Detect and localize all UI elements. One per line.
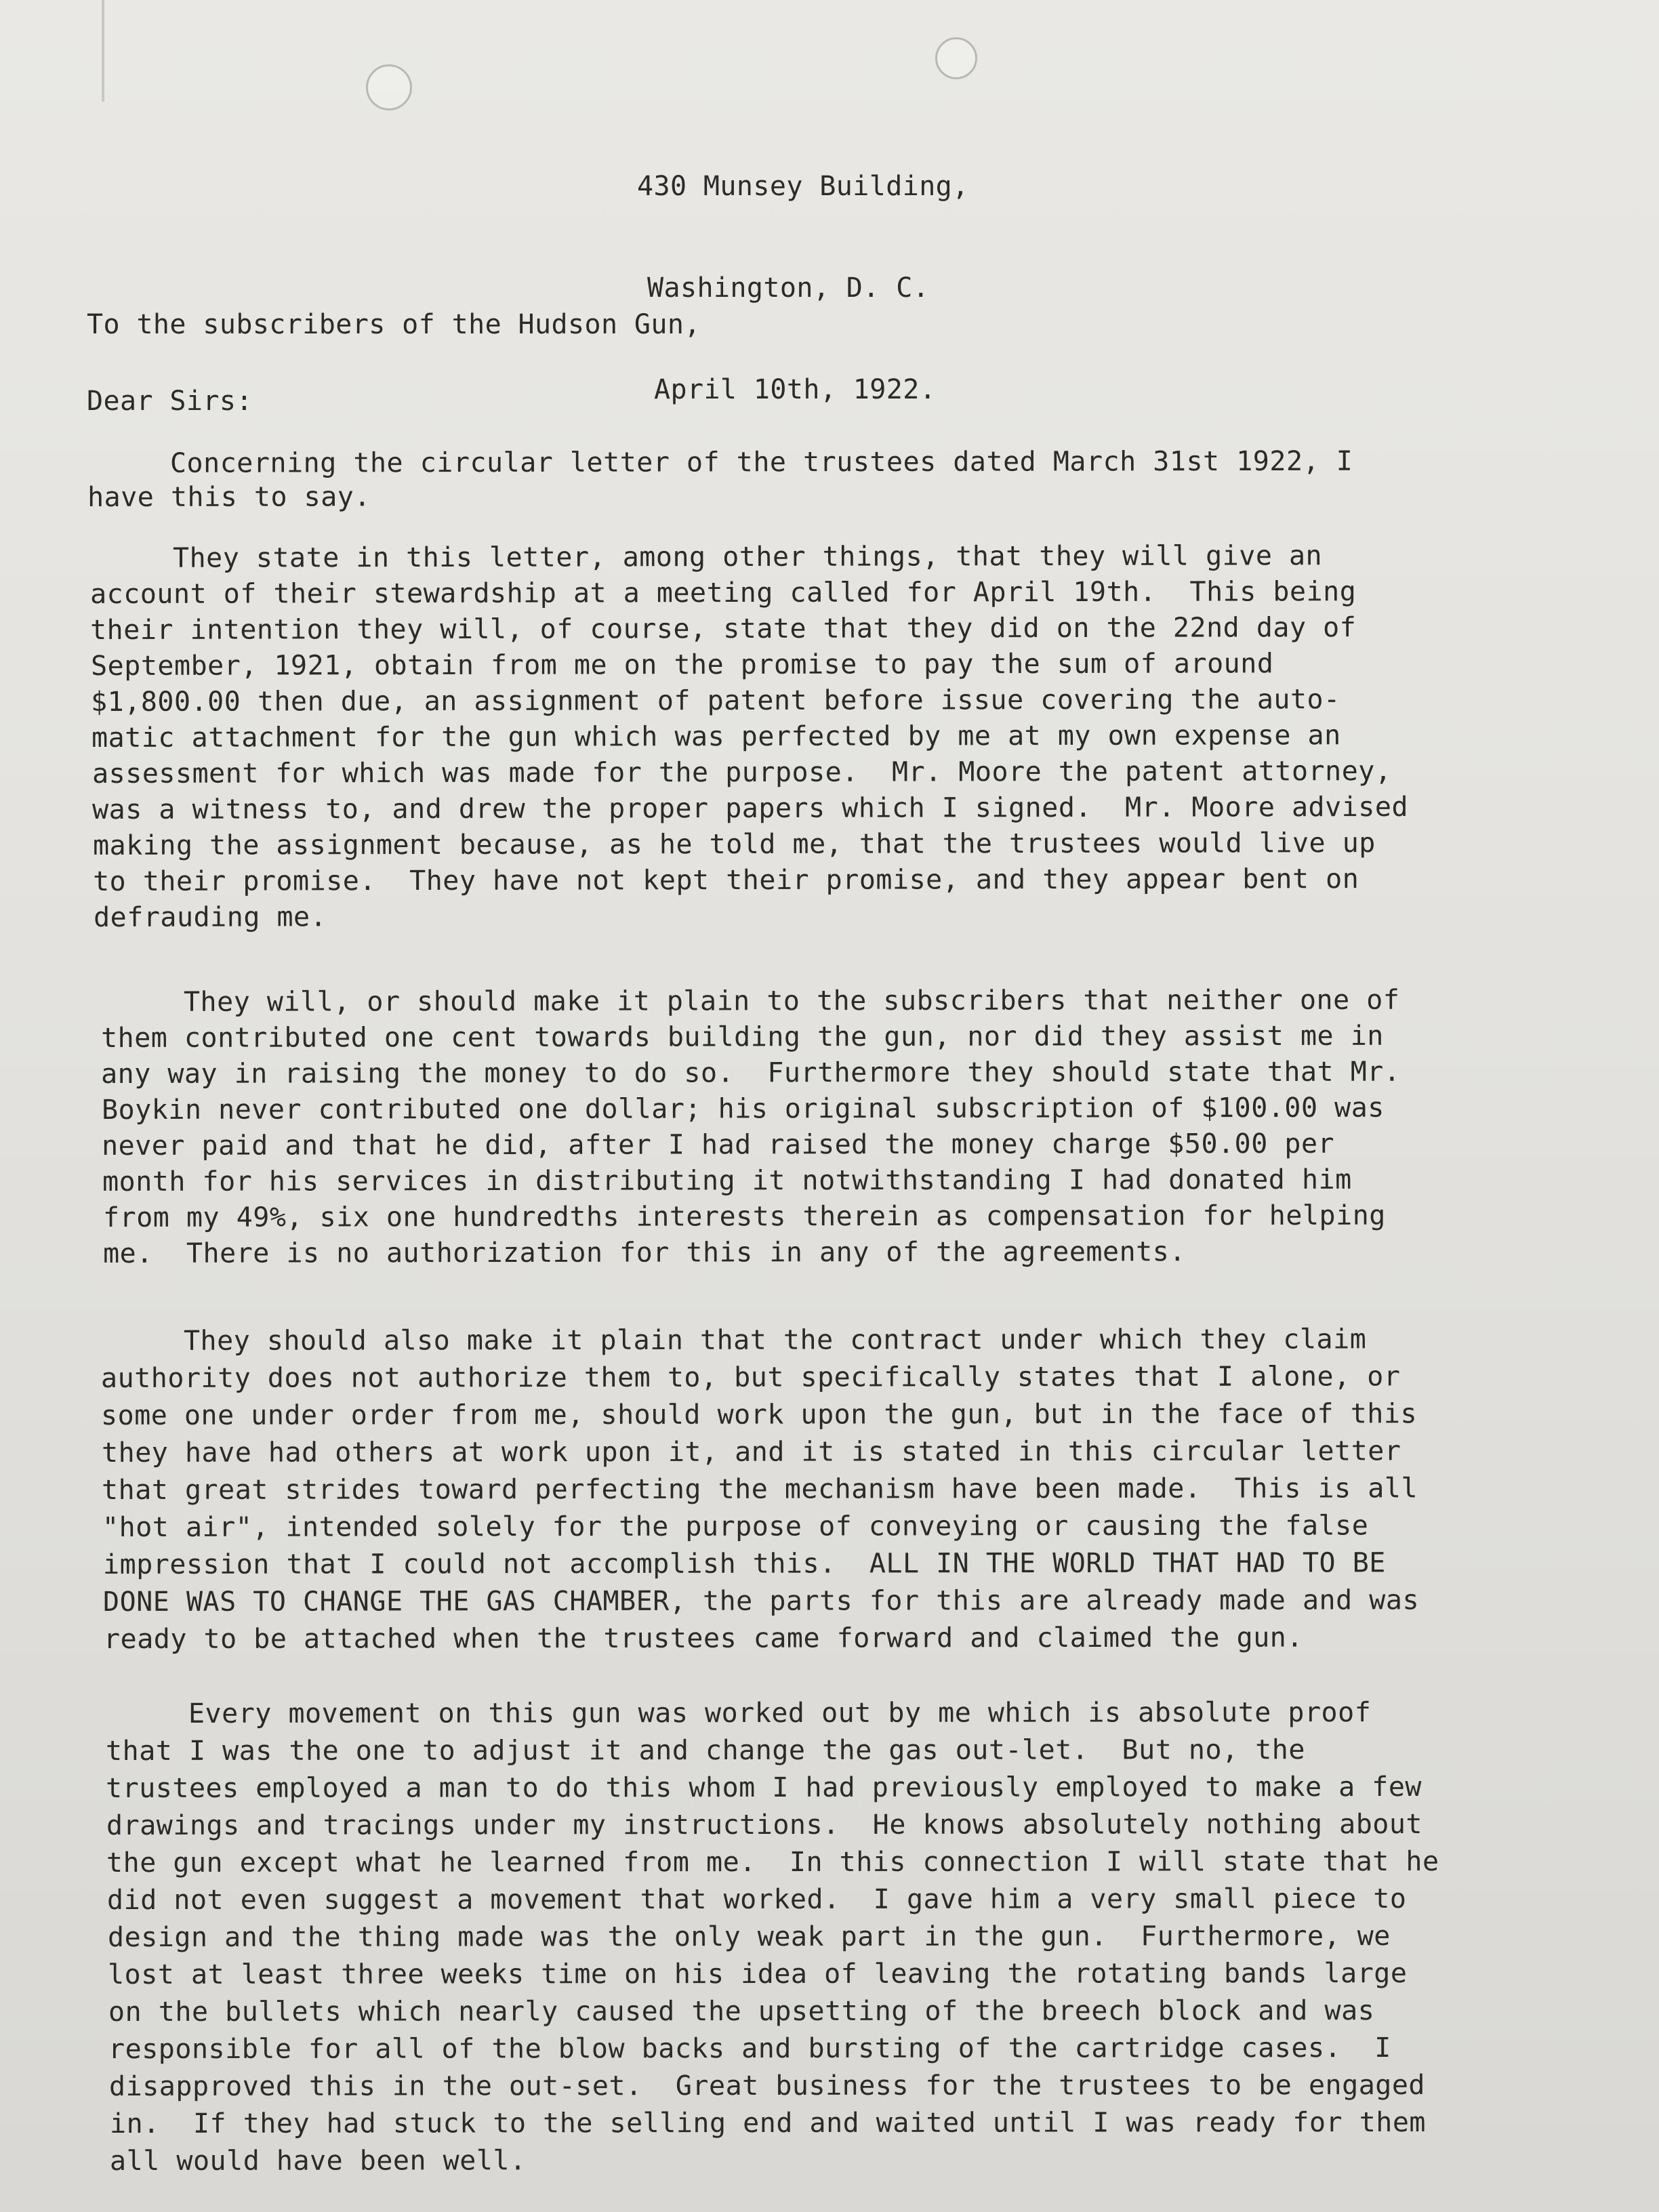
punch-hole-mark <box>935 37 977 79</box>
body-line: that I was the one to adjust it and change the gas out-let. But no, the <box>105 1734 1305 1767</box>
body-line: authority does not authorize them to, but specifically states that I alone, or <box>100 1361 1401 1394</box>
body-line: never paid and that he did, after I had raised the money charge $50.00 per <box>102 1128 1335 1162</box>
body-line: They state in this letter, among other things, that they will give an <box>89 540 1323 574</box>
body-line: assessment for which was made for the purpose. Mr. Moore the patent attorney, <box>91 755 1392 790</box>
body-line: Concerning the circular letter of the trustees dated March 31st 1922, I <box>87 445 1353 479</box>
body-line: in. If they had stuck to the selling end and waited until I was ready for them <box>109 2106 1426 2139</box>
body-line: ready to be attached when the trustees came forward and claimed the gun. <box>103 1622 1303 1655</box>
body-line: trustees employed a man to do this whom I had previously employed to make a few <box>106 1771 1422 1804</box>
body-line: September, 1921, obtain from me on the promise to pay the sum of around <box>90 648 1274 682</box>
body-line: They should also make it plain that the contract under which they claim <box>100 1324 1367 1357</box>
body-line: them contributed one cent towards building the gun, nor did they assist me in <box>100 1020 1384 1054</box>
body-line: month for his services in distributing it notwithstanding I had donated him <box>102 1164 1352 1197</box>
body-line: DONE WAS TO CHANGE THE GAS CHAMBER, the parts for this are already made and was <box>103 1584 1420 1618</box>
body-line: design and the thing made was the only weak part in the gun. Furthermore, we <box>107 1921 1391 1953</box>
body-line: Every movement on this gun was worked out by me which is absolute proof <box>105 1697 1372 1729</box>
body-line: responsible for all of the blow backs and bursting of the cartridge cases. I <box>108 2032 1392 2065</box>
body-line: lost at least three weeks time on his idea of leaving the rotating bands large <box>108 1957 1408 1990</box>
body-line: was a witness to, and drew the proper papers which I signed. Mr. Moore advised <box>92 791 1409 825</box>
address-line-building: 430 Munsey Building, <box>637 171 969 202</box>
body-line: did not even suggest a movement that worked. I gave him a very small piece to <box>107 1883 1407 1916</box>
body-line: drawings and tracings under my instructions. He knows absolutely nothing about <box>106 1808 1422 1841</box>
body-line: disapproved this in the out-set. Great business for the trustees to be engaged <box>109 2069 1426 2102</box>
body-line: from my 49%, six one hundredths interests therein as compensation for helping <box>102 1200 1386 1233</box>
body-line: on the bullets which nearly caused the upsetting of the breech block and was <box>108 1995 1375 2028</box>
punch-hole-mark <box>366 64 412 110</box>
body-line: "hot air", intended solely for the purpose of conveying or causing the false <box>102 1510 1369 1543</box>
body-line: to their promise. They have not kept their promise, and they appear bent on <box>93 863 1359 897</box>
body-line: account of their stewardship at a meeting called for April 19th. This being <box>89 576 1356 610</box>
body-line: me. There is no authorization for this in any of the agreements. <box>103 1236 1187 1269</box>
body-line: the gun except what he learned from me. In this connection I will state that he <box>106 1845 1440 1879</box>
body-line: all would have been well. <box>110 2145 527 2177</box>
body-line: have this to say. <box>87 481 371 513</box>
body-line: matic attachment for the gun which was perfected by me at my own expense an <box>91 720 1341 754</box>
body-line: impression that I could not accomplish this. ALL IN THE WORLD THAT HAD TO BE <box>102 1547 1386 1580</box>
address-line-city: Washington, D. C. <box>647 272 930 304</box>
body-line: that great strides toward perfecting the mechanism have been made. This is all <box>102 1473 1418 1506</box>
body-line: making the assignment because, as he told me, that the trustees would live up <box>92 827 1376 861</box>
body-line: $1,800.00 then due, an assignment of patent before issue covering the auto- <box>91 684 1341 718</box>
salutation-line: Dear Sirs: <box>87 386 253 417</box>
letter-date: April 10th, 1922. <box>654 374 937 405</box>
body-line: They will, or should make it plain to the subscribers that neither one of <box>100 984 1400 1018</box>
body-line: some one under order from me, should work upon the gun, but in the face of this <box>101 1398 1418 1431</box>
addressee-line: To the subscribers of the Hudson Gun, <box>87 309 701 340</box>
body-line: Boykin never contributed one dollar; his original subscription of $100.00 was <box>101 1092 1385 1126</box>
body-line: their intention they will, of course, state that they did on the 22nd day of <box>90 612 1357 646</box>
binder-margin-line <box>102 0 104 102</box>
body-line: defrauding me. <box>94 901 327 933</box>
body-line: any way in raising the money to do so. Furthermore they should state that Mr. <box>101 1056 1401 1090</box>
letterhead-address <box>596 102 969 474</box>
body-line: they have had others at work upon it, and it is stated in this circular letter <box>101 1435 1401 1469</box>
